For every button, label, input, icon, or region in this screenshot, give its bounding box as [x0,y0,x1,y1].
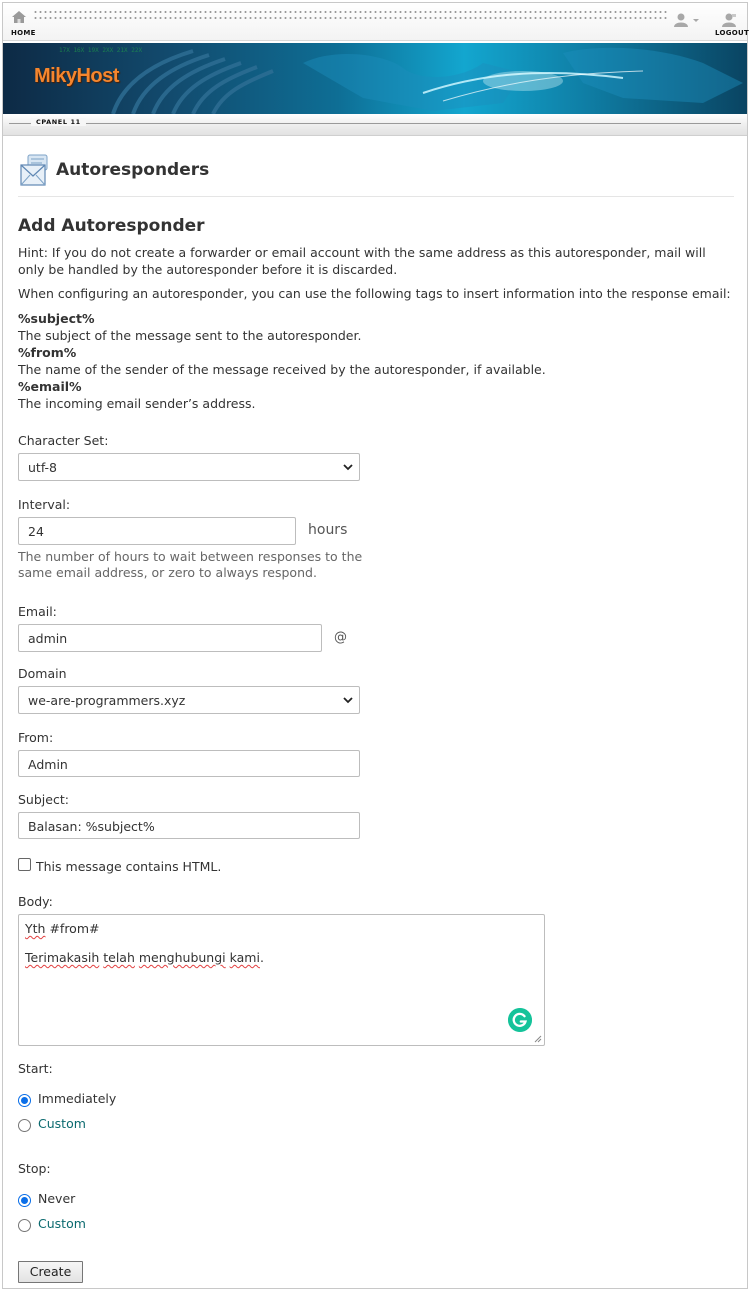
grammarly-icon[interactable] [508,1008,532,1032]
email-input[interactable]: admin [18,624,322,652]
stop-never-radio[interactable] [18,1194,31,1207]
cpanel-version-bar [3,114,747,136]
stop-label: Stop: [18,1161,51,1176]
interval-help-line: same email address, or zero to always respond. [18,565,317,580]
body-line [25,921,99,936]
domain-label: Domain [18,666,67,681]
charset-label: Character Set: [18,433,109,448]
start-immediately-label[interactable]: Immediately [38,1091,117,1106]
domain-select[interactable] [18,686,360,714]
nav-dots [33,16,667,20]
header-banner [3,43,747,114]
tag-name: %from% [18,345,77,360]
user-menu-icon[interactable] [673,13,701,27]
html-checkbox[interactable] [18,858,31,871]
home-icon[interactable] [11,10,27,24]
start-immediately-radio[interactable] [18,1094,31,1107]
body-textarea[interactable] [18,914,545,1046]
chevron-down-icon [343,696,353,704]
interval-label: Interval: [18,497,71,512]
body-word: Yth [25,921,46,936]
create-button[interactable]: Create [18,1261,83,1283]
interval-help-line: The number of hours to wait between responses to the [18,549,363,564]
body-line [25,950,264,965]
svg-text:17X 16X 19X 2XX 21X 22X: 17X 16X 19X 2XX 21X 22X [59,47,143,54]
subject-input[interactable]: Balasan: %subject% [18,812,360,839]
chevron-down-icon [343,463,353,471]
from-input[interactable]: Admin [18,750,360,777]
interval-input[interactable]: 24 [18,517,296,545]
body-word: menghubungi [138,950,226,965]
charset-select[interactable] [18,453,360,481]
body-label: Body: [18,894,53,909]
tag-description: The incoming email sender’s address. [18,396,256,411]
stop-never-label[interactable]: Never [38,1191,76,1206]
subject-label: Subject: [18,792,69,807]
page-header [18,150,734,197]
tag-description: The name of the sender of the message received by the autoresponder, if available. [18,362,546,377]
body-word: telah [103,950,135,965]
html-checkbox-label[interactable]: This message contains HTML. [36,859,222,874]
hint-text: Hint: If you do not create a forwarder or email account with the same address as this autoresponder, mail will only be handled by the autoresponder before it is discarded. [18,245,706,277]
main-content [18,150,734,1279]
brand-logo: MikyHost [34,65,119,87]
domain-value: we-are-programmers.xyz [28,693,186,708]
stop-custom-radio[interactable] [18,1219,31,1232]
cpanel-version-label: CPANEL 11 [31,118,86,126]
tag-description: The subject of the message sent to the autoresponder. [18,328,362,343]
tags-intro: When configuring an autoresponder, you can use the following tags to insert information into the response email: [18,286,731,301]
start-custom-radio[interactable] [18,1119,31,1132]
interval-unit: hours [308,522,348,538]
nav-dots [33,10,667,14]
home-link[interactable]: HOME [11,29,36,37]
start-label: Start: [18,1061,53,1076]
body-text: . [259,950,264,965]
tag-name: %subject% [18,311,95,326]
from-label: From: [18,730,54,745]
logout-link[interactable]: LOGOUT [715,29,750,37]
autoresponder-envelope-icon [18,154,50,188]
email-label: Email: [18,604,57,619]
body-text: #from# [45,921,100,936]
divider [9,123,741,124]
body-word: kami [229,950,260,965]
body-word: Terimakasih [25,950,100,965]
tag-name: %email% [18,379,82,394]
top-nav [3,3,750,41]
at-symbol: @ [334,630,347,645]
stop-custom-label[interactable]: Custom [38,1216,86,1231]
section-heading: Add Autoresponder [18,216,205,236]
page-title: Autoresponders [56,160,210,180]
resize-handle-icon[interactable] [534,1035,542,1043]
charset-value: utf-8 [28,460,58,475]
start-custom-label[interactable]: Custom [38,1116,86,1131]
logout-icon[interactable] [721,13,737,27]
